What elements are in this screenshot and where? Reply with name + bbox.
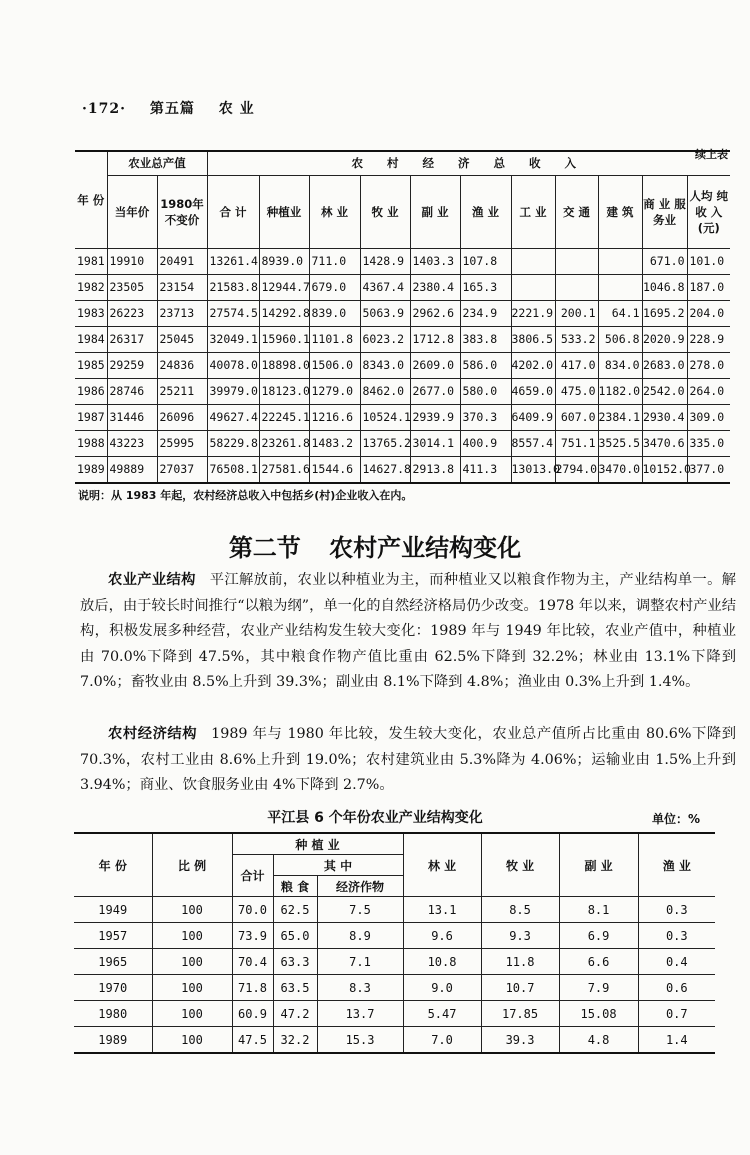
table-cell: 7.9 [559,975,638,1001]
table-cell: 2020.9 [642,326,687,352]
table-cell [511,248,555,274]
table-row [74,1001,715,1027]
rural-income-header: 农 村 经 济 总 收 入 [207,151,730,175]
grain-header: 粮 食 [273,876,317,897]
table-cell: 0.6 [638,975,715,1001]
table-cell: 8.3 [317,975,403,1001]
table-cell: 14627.8 [360,456,410,483]
table-cell: 2930.4 [642,404,687,430]
table-cell: 165.3 [460,274,511,300]
table-cell: 47.5 [232,1027,273,1054]
table-cell: 4.8 [559,1027,638,1054]
continued-label: 续上表 [695,148,728,161]
table-cell: 1279.0 [309,378,360,404]
table-cell: 1982 [75,274,107,300]
chapter-title: 农 业 [218,101,255,117]
table-cell: 1965 [74,949,152,975]
table-cell: 1986 [75,378,107,404]
table-cell: 31446 [107,404,157,430]
table-cell: 1989 [75,456,107,483]
table-cell: 23261.8 [259,430,309,456]
table-cell: 0.3 [638,923,715,949]
table-cell: 2677.0 [410,378,460,404]
table-cell: 40078.0 [207,352,259,378]
paragraph-text: 平江解放前，农业以种植业为主，而种植业又以粮食作物为主，产业结构单一。解放后，由于较长时间推行“以粮为纲”，单一化的自然经济格局仍少改变。1978 年以来，调整农村产业结构，积极发展多种经营，农业产业结构发生较大变化：1989 年与 1949 年比较，农业产值中，种植业由 70.0%下降到 47.5%，其中粮食作物产值比重由 62.5%下降到 32.2%；林业由 13.1%下降到 7.0%；畜牧业由 8.5%上升到 39.3%；副业由 8.1%下降到 4.8%；渔业由 0.3%上升到 1.4%。 [80,572,737,691]
table-cell: 13.7 [317,1001,403,1027]
table-cell: 3470.6 [642,430,687,456]
table-cell: 19910 [107,248,157,274]
table-cell: 2542.0 [642,378,687,404]
page-header [82,98,273,118]
year-header: 年 份 [74,833,152,897]
table-row [75,456,730,483]
table-cell: 1506.0 [309,352,360,378]
table-cell: 22245.1 [259,404,309,430]
table-cell: 7.1 [317,949,403,975]
table-cell: 8557.4 [511,430,555,456]
table-row [75,248,730,274]
paragraph-text: 1989 年与 1980 年比较，发生较大变化，农业总产值所占比重由 80.6%下降到 70.3%，农村工业由 8.6%上升到 19.0%；农村建筑业由 5.3%降为 4.06%；运输业由 1.5%上升到 3.94%；商业、饮食服务业由 4%下降到 2.7%。 [80,726,736,794]
page-number: ·172· [82,101,126,117]
table-cell: 411.3 [460,456,511,483]
table-cell: 1428.9 [360,248,410,274]
table-cell: 76508.1 [207,456,259,483]
table-cell: 7.0 [403,1027,481,1054]
table-cell: 17.85 [481,1001,559,1027]
table-cell: 1970 [74,975,152,1001]
table-cell [555,248,598,274]
income-column-header: 牧 业 [360,175,410,248]
fishery-header: 渔 业 [638,833,715,897]
table-cell: 4202.0 [511,352,555,378]
section-heading [0,528,750,563]
table-cell: 1988 [75,430,107,456]
table-cell: 8.5 [481,897,559,923]
table2-unit: 单位：% [652,812,701,826]
table-cell: 58229.8 [207,430,259,456]
table-cell: 70.4 [232,949,273,975]
income-column-header: 商 业 服务业 [642,175,687,248]
table-cell: 8343.0 [360,352,410,378]
table-cell: 101.0 [687,248,730,274]
of-which-header: 其 中 [273,855,403,876]
table-cell: 18898.0 [259,352,309,378]
table-cell: 2939.9 [410,404,460,430]
table-cell: 21583.8 [207,274,259,300]
table-cell: 10.7 [481,975,559,1001]
table-cell: 9.0 [403,975,481,1001]
table-cell: 1981 [75,248,107,274]
table-cell: 1984 [75,326,107,352]
table-cell: 1101.8 [309,326,360,352]
table-cell: 49627.4 [207,404,259,430]
year-header: 年 份 [75,151,107,248]
table-cell: 335.0 [687,430,730,456]
table-cell: 43223 [107,430,157,456]
table-cell: 12944.7 [259,274,309,300]
paragraph-agri-structure [80,568,736,696]
planting-header: 种 植 业 [232,833,403,855]
table-cell: 23713 [157,300,207,326]
table-cell: 506.8 [598,326,642,352]
income-column-header: 工 业 [511,175,555,248]
paragraph-lead: 农村经济结构 [108,726,198,742]
table-cell: 2794.0 [555,456,598,483]
table-cell: 671.0 [642,248,687,274]
table-cell: 15960.1 [259,326,309,352]
table-cell: 200.1 [555,300,598,326]
table-cell: 4659.0 [511,378,555,404]
table-row [74,949,715,975]
table-row [75,326,730,352]
paragraph-lead: 农业产业结构 [108,572,196,588]
table-cell: 62.5 [273,897,317,923]
forestry-header: 林 业 [403,833,481,897]
table-cell: 370.3 [460,404,511,430]
table-cell: 2609.0 [410,352,460,378]
table-cell: 1957 [74,923,152,949]
table-cell: 3525.5 [598,430,642,456]
table-cell: 6.9 [559,923,638,949]
table-cell: 23154 [157,274,207,300]
table-cell: 2380.4 [410,274,460,300]
table-row [74,923,715,949]
table-cell: 4367.4 [360,274,410,300]
agri-current-header: 当年价 [107,175,157,248]
table-row [75,352,730,378]
table-cell: 39.3 [481,1027,559,1054]
table-cell: 70.0 [232,897,273,923]
table-cell: 1182.0 [598,378,642,404]
sideline-header: 副 业 [559,833,638,897]
table-cell: 13261.4 [207,248,259,274]
table-cell: 7.5 [317,897,403,923]
income-column-header: 种植业 [259,175,309,248]
animal-header: 牧 业 [481,833,559,897]
table-cell: 13765.2 [360,430,410,456]
table-cell: 27581.6 [259,456,309,483]
table-cell: 100 [152,897,232,923]
table-cell: 1216.6 [309,404,360,430]
table-cell: 63.3 [273,949,317,975]
table-cell: 71.8 [232,975,273,1001]
table-cell: 2221.9 [511,300,555,326]
table-cell: 100 [152,923,232,949]
table-cell: 2962.6 [410,300,460,326]
table-cell: 1403.3 [410,248,460,274]
income-column-header: 渔 业 [460,175,511,248]
table-cell: 8.9 [317,923,403,949]
table-cell: 1.4 [638,1027,715,1054]
table-cell: 8939.0 [259,248,309,274]
income-column-header: 交 通 [555,175,598,248]
table-cell: 10152.0 [642,456,687,483]
table2-title: 平江县 6 个年份农业产业结构变化 [267,810,483,826]
table-cell: 711.0 [309,248,360,274]
table-cell: 18123.0 [259,378,309,404]
table-cell: 383.8 [460,326,511,352]
table-cell: 1544.6 [309,456,360,483]
table-cell: 400.9 [460,430,511,456]
table-row [75,378,730,404]
table-cell: 73.9 [232,923,273,949]
agri-constant-header: 1980年 不变价 [157,175,207,248]
table-cell: 49889 [107,456,157,483]
subtotal-header: 合计 [232,855,273,897]
section-number: 第二节 [228,534,301,562]
table-cell: 3470.0 [598,456,642,483]
table-cell: 25211 [157,378,207,404]
table-cell: 26317 [107,326,157,352]
table-cell: 228.9 [687,326,730,352]
table-cell: 1980 [74,1001,152,1027]
table-cell: 1987 [75,404,107,430]
table-row [74,1027,715,1054]
table-cell: 2913.8 [410,456,460,483]
table-cell: 417.0 [555,352,598,378]
table-cell: 29259 [107,352,157,378]
table-cell: 9.3 [481,923,559,949]
table-cell: 839.0 [309,300,360,326]
table-cell: 1989 [74,1027,152,1054]
table-cell: 27037 [157,456,207,483]
table-cell [555,274,598,300]
table-cell: 234.9 [460,300,511,326]
table-cell: 2683.0 [642,352,687,378]
table-cell: 10524.1 [360,404,410,430]
table-cell: 11.8 [481,949,559,975]
paragraph-rural-economy [80,722,736,799]
table-cell: 64.1 [598,300,642,326]
table-cell: 100 [152,975,232,1001]
table-cell: 63.5 [273,975,317,1001]
table-cell: 1712.8 [410,326,460,352]
table-row [75,274,730,300]
table-row [75,300,730,326]
table-cell: 1983 [75,300,107,326]
table-cell: 5063.9 [360,300,410,326]
table-cell: 1046.8 [642,274,687,300]
income-column-header: 建 筑 [598,175,642,248]
section-title: 农村产业结构变化 [329,534,522,562]
table-cell: 20491 [157,248,207,274]
table-cell: 475.0 [555,378,598,404]
table-cell: 1695.2 [642,300,687,326]
table-cell: 0.4 [638,949,715,975]
table-cell: 24836 [157,352,207,378]
table-cell: 586.0 [460,352,511,378]
table-cell: 28746 [107,378,157,404]
table-row [74,975,715,1001]
table-cell: 5.47 [403,1001,481,1027]
table-cell: 309.0 [687,404,730,430]
table-cell: 1949 [74,897,152,923]
cash-crops-header: 经济作物 [317,876,403,897]
table-cell: 3014.1 [410,430,460,456]
table-cell [598,274,642,300]
table-cell: 751.1 [555,430,598,456]
table-cell: 15.08 [559,1001,638,1027]
table-cell: 9.6 [403,923,481,949]
table-cell: 204.0 [687,300,730,326]
table-cell: 26223 [107,300,157,326]
table-cell: 6.6 [559,949,638,975]
table-cell: 2384.1 [598,404,642,430]
table-cell: 15.3 [317,1027,403,1054]
table-cell: 27574.5 [207,300,259,326]
table-cell: 264.0 [687,378,730,404]
table-cell: 25995 [157,430,207,456]
table-cell: 1483.2 [309,430,360,456]
table-cell: 14292.8 [259,300,309,326]
table-cell: 8462.0 [360,378,410,404]
per-capita-header: 人均 纯收 入(元) [687,175,730,248]
table-cell: 47.2 [273,1001,317,1027]
income-column-header: 林 业 [309,175,360,248]
part-title: 第五篇 [149,101,195,117]
table-cell: 32.2 [273,1027,317,1054]
table-cell: 679.0 [309,274,360,300]
table-cell: 100 [152,949,232,975]
table-cell: 13013.0 [511,456,555,483]
table-cell: 580.0 [460,378,511,404]
ratio-header: 比 例 [152,833,232,897]
table-cell: 65.0 [273,923,317,949]
table-cell [598,248,642,274]
table-cell: 10.8 [403,949,481,975]
table-cell: 1985 [75,352,107,378]
table-cell: 32049.1 [207,326,259,352]
table-cell: 13.1 [403,897,481,923]
table-cell: 607.0 [555,404,598,430]
table-cell: 100 [152,1027,232,1054]
table-cell: 3806.5 [511,326,555,352]
table-cell: 23505 [107,274,157,300]
table-row [74,897,715,923]
table-cell: 6409.9 [511,404,555,430]
table-cell: 107.8 [460,248,511,274]
rural-income-table [75,150,730,484]
table-cell: 8.1 [559,897,638,923]
table-row [75,404,730,430]
table-cell: 39979.0 [207,378,259,404]
table-cell: 0.3 [638,897,715,923]
table-cell: 26096 [157,404,207,430]
table-cell: 0.7 [638,1001,715,1027]
table-cell: 377.0 [687,456,730,483]
table-cell: 187.0 [687,274,730,300]
table-cell: 278.0 [687,352,730,378]
table-cell: 100 [152,1001,232,1027]
income-column-header: 合 计 [207,175,259,248]
table-row [75,430,730,456]
agri-structure-table [74,832,715,1054]
table-cell [511,274,555,300]
table-cell: 834.0 [598,352,642,378]
agri-total-header: 农业总产值 [107,151,207,175]
table-cell: 533.2 [555,326,598,352]
income-column-header: 副 业 [410,175,460,248]
table-note: 说明：从 1983 年起，农村经济总收入中包括乡(村)企业收入在内。 [78,489,413,502]
table-cell: 60.9 [232,1001,273,1027]
table-cell: 25045 [157,326,207,352]
table-cell: 6023.2 [360,326,410,352]
